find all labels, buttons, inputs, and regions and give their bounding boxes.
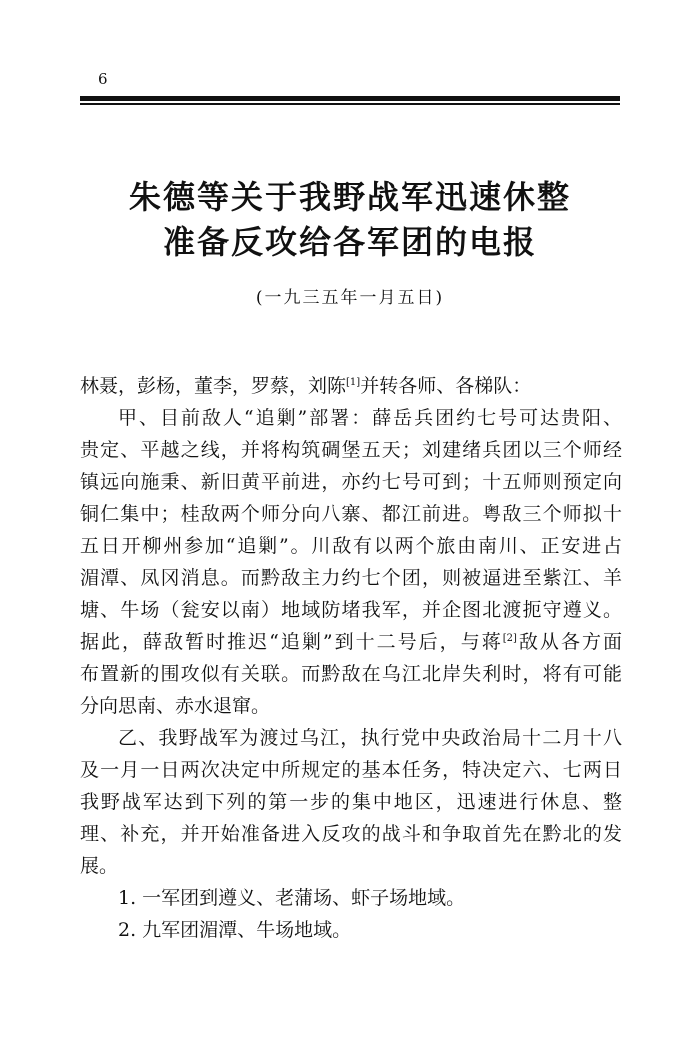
footnote-marker-2: [2] — [502, 633, 517, 644]
header-rule-thin — [80, 103, 620, 105]
paragraph-line: 贵定、平越之线，并将构筑碉堡五天；刘建绪兵团以三个师经 — [80, 439, 622, 461]
addressee-names: 林聂，彭杨，董李，罗蔡，刘陈 — [80, 375, 347, 397]
addressee-line — [80, 370, 622, 402]
addressee-rest: 并转各师、各梯队： — [360, 375, 532, 397]
title-line-2: 准备反攻给各军团的电报 — [162, 223, 537, 261]
paragraph-line: 塘、牛场（瓮安以南）地域防堵我军，并企图北渡扼守遵义。 — [80, 599, 622, 621]
paragraph-text: 据此，薛敌暂时推迟“追剿”到十二号后，与蒋 — [80, 631, 503, 653]
paragraph-line: 分向思南、赤水退窜。 — [80, 695, 271, 717]
paragraph-line: 我野战军达到下列的第一步的集中地区，迅速进行休息、整 — [80, 791, 622, 813]
list-item: 2. 九军团湄潭、牛场地域。 — [118, 919, 352, 941]
list-item: 1. 一军团到遵义、老蒲场、虾子场地域。 — [118, 887, 466, 909]
header-rule-thick — [80, 96, 620, 101]
paragraph-line: 五日开柳州参加“追剿”。川敌有以两个旅由南川、正安进占 — [80, 535, 622, 557]
paragraph-line: 布置新的围攻似有关联。而黔敌在乌江北岸失利时，将有可能 — [80, 663, 622, 685]
paragraph-text: 敌从各方面 — [516, 631, 622, 653]
paragraph-line — [80, 626, 622, 658]
paragraph-line: 理、补充，并开始准备进入反攻的战斗和争取首先在黔北的发 — [80, 823, 622, 845]
paragraph-line: 展。 — [80, 855, 119, 877]
footnote-marker-1: [1] — [346, 377, 361, 388]
title-line-1: 朱德等关于我野战军迅速休整 — [128, 178, 571, 216]
paragraph-line: 湄潭、凤冈消息。而黔敌主力约七个团，则被逼进至紫江、羊 — [80, 567, 622, 589]
paragraph-line: 铜仁集中；桂敌两个师分向八寨、都江前进。粤敌三个师拟十 — [80, 503, 622, 525]
body-text — [80, 370, 622, 946]
paragraph-line: 甲、目前敌人“追剿”部署：薛岳兵团约七号可达贵阳、 — [118, 407, 622, 429]
page-number: 6 — [98, 70, 108, 88]
paragraph-line: 及一月一日两次决定中所规定的基本任务，特决定六、七两日 — [80, 759, 622, 781]
paragraph-line: 乙、我野战军为渡过乌江，执行党中央政治局十二月十八 — [118, 727, 622, 749]
date-line: (一九三五年一月五日) — [255, 288, 445, 308]
paragraph-line: 镇远向施秉、新旧黄平前进，亦约七号可到；十五师则预定向 — [80, 471, 622, 493]
